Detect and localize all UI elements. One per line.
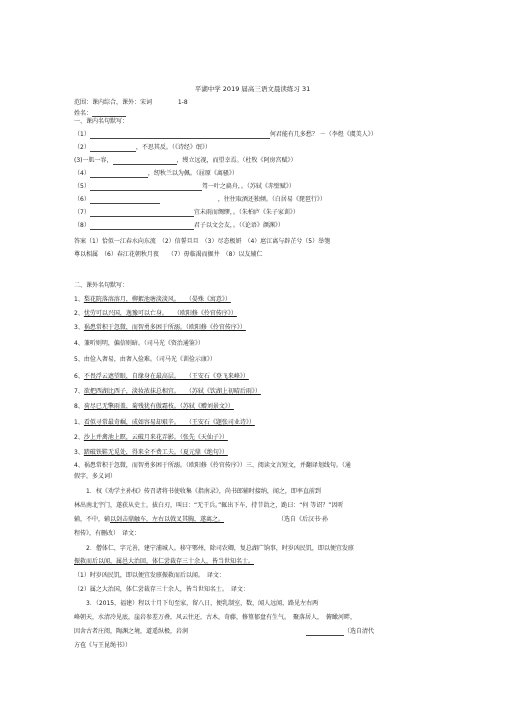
s2-item-2: 2、忧劳可以兴国，逸豫可以亡身。 （欧阳修《伶官传序》）: [74, 310, 237, 317]
s2-more-1: 1、看似寻常最奇崛，成如容易却艰辛。 （王安石《题张司业诗》）: [74, 419, 255, 426]
s3-blank[interactable]: [306, 629, 344, 636]
answer-line-1: 答案（1）恰似一江春水向东流 （2）信誓旦旦 （3）尽态极妍 （4）扈江离与辟芷兮（5）举匏: [74, 238, 331, 245]
s1-blank-2[interactable]: [90, 145, 136, 152]
s3-p3-l1: 3．（2015，福建）程以十月下旬至家，留八日，便乳制室，数，闻人远闻，路见左右两: [86, 600, 319, 607]
s2-item-4: 4、兼听则明，偏信则暗。（司马光《资治通鉴》）: [74, 340, 204, 347]
s1-item-1: （1） 何君能有几多愁？ －（李煜《虞美人》）: [74, 131, 377, 138]
s3-p3-l4: 方苞《与王昆绳书》）: [74, 642, 132, 649]
s2-item-5: 5、由俭入奢易，由奢入俭难。（司马光《训俭示康》）: [74, 356, 216, 363]
name-line: [74, 108, 126, 117]
s2-item-1: 1、梨花院落溶溶月，柳絮池塘淡淡风。 （晏殊《寓意》）: [74, 296, 231, 303]
s3-p1-l2: 林出南北宇门，遂获从史士，拔白刃，叫曰：“无干兵。”辄出下车，持节诣之，跪曰：“何 等诏？”因听: [74, 502, 344, 509]
name-label: 姓名：: [74, 110, 93, 117]
s3-translate-2: （2）属之大治国，体仁尝裁存三十余人，皆当世知名士。 译文：: [74, 586, 249, 593]
s3-p1-l1: 1．权《劝学主孙权》传召诸将书使收集《指南录》，尚书郎辅时接纳，闻之，即率直前到: [86, 488, 321, 495]
s2-item-7: 7、欲把西湖比西子，淡妆浓抹总相宜。 （苏轼《饮湖上初晴后雨》）: [74, 388, 261, 395]
name-blank[interactable]: [92, 110, 126, 117]
section1-heading: 一、课内名句默写：: [74, 118, 129, 125]
s2-item-6: 6、不畏浮云遮望眼，自缘身在最高层。 （王安石《登飞来峰》）: [74, 373, 249, 380]
s3-translate-1: （1）时岁凶民饥，即以便宜发廪振救而后以闻。 译文：: [74, 572, 225, 579]
section2-heading: 二、课外名句默写：: [74, 282, 129, 289]
s3-p1-l3: 辅，不中，辅以剑击鼎触车，左右以戟叉其胸，遂离之。 （选自《后汉书·孙: [74, 516, 328, 523]
s1-blank-3[interactable]: [113, 158, 177, 165]
scope-label: 范围：课内综合，课外：宋词: [74, 99, 153, 106]
s1-blank-6[interactable]: [90, 197, 160, 204]
s1-item-4: （4） ，纫秋兰以为佩。（屈原《离骚》）: [74, 170, 238, 177]
s1-item-2: （2） ，不思其反。（《诗经》氓》）: [74, 144, 211, 151]
s3-p1-l4: 程传》，有删改） 译文：: [74, 530, 141, 537]
s1-blank-4[interactable]: [90, 171, 148, 178]
s1-blank-1[interactable]: [90, 132, 270, 139]
s1-item-6: （6） ，往往取酒还独倾。（白居易《琵琶行》）: [74, 196, 326, 203]
s3-p3-l2: 峰朝天，水清冷见底，崖岩参差万叠，风云往还，古木，奇藤，修篁郁盘有生气。 聚落居人， 俯瞰河畔，: [74, 614, 357, 621]
s2-tail: 假字，多义词）: [74, 473, 117, 480]
s3-p3-l3: 因舍古者庄阅，陶渊之境，道遥纵极，岩润 （选自清代: [74, 628, 375, 635]
scope-number: 1-8: [177, 99, 188, 106]
s3-p2-l2: 振救而后以闻，属邑大治回，体仁尝裁存三十余人，皆当世知名士。: [74, 558, 255, 565]
s2-more-4: 4、祸患常积于忽微，而智勇多困于所溺。（欧阳修《伶官传序》）三、阅读文言短文，并翻译划线句。（通: [74, 462, 351, 469]
answer-line-2: 尊以相属 （6）春江花朝秋月夜 （7）毋临渴而掘井 （8）以友辅仁: [74, 251, 263, 258]
scope-line: [74, 97, 188, 106]
s1-item-5: （5） 驾一叶之扁舟，。（苏轼《赤壁赋》）: [74, 183, 295, 190]
s2-item-3: 3、祸患常积于忽微，而智勇多困于所溺。（欧阳修《伶官传序》）: [74, 324, 246, 331]
s2-more-2: 2、沙上并禽池上瞑，云破月来花弄影。（张先《天仙子》）: [74, 434, 228, 441]
s3-p2-l1: 2．僧体仁，字元善，建宁浦城人。移守鄂州，除司农卿，复总湖广饷事，时岁凶民饥，即以便宜发廪: [86, 545, 354, 552]
s2-more-3: 3、踏破铁鞋无觅处，得来全不费工夫。（夏元鼎《绝句》）: [74, 449, 228, 456]
s1-blank-5[interactable]: [90, 184, 202, 191]
s1-blank-7[interactable]: [90, 210, 194, 217]
s1-item-3: (3)一肌一容， ，缦立远视，而望幸焉。（杜牧《阿房宫赋》）: [74, 157, 297, 164]
doc-title: 平湖中学 2019 届高三语文晨读练习 31: [194, 85, 311, 93]
s2-item-8: 8、荷尽已无擎雨盖，菊残犹有傲霜枝。（苏轼《赠刘景文》）: [74, 403, 234, 410]
s1-item-7: （7） 宜未雨而绸缪，。（朱柏庐《朱子家训》）: [74, 209, 299, 216]
s1-item-8: （8） 君子以文会友，。（《论语》颜渊》）: [74, 222, 284, 229]
s1-blank-8[interactable]: [90, 223, 194, 230]
